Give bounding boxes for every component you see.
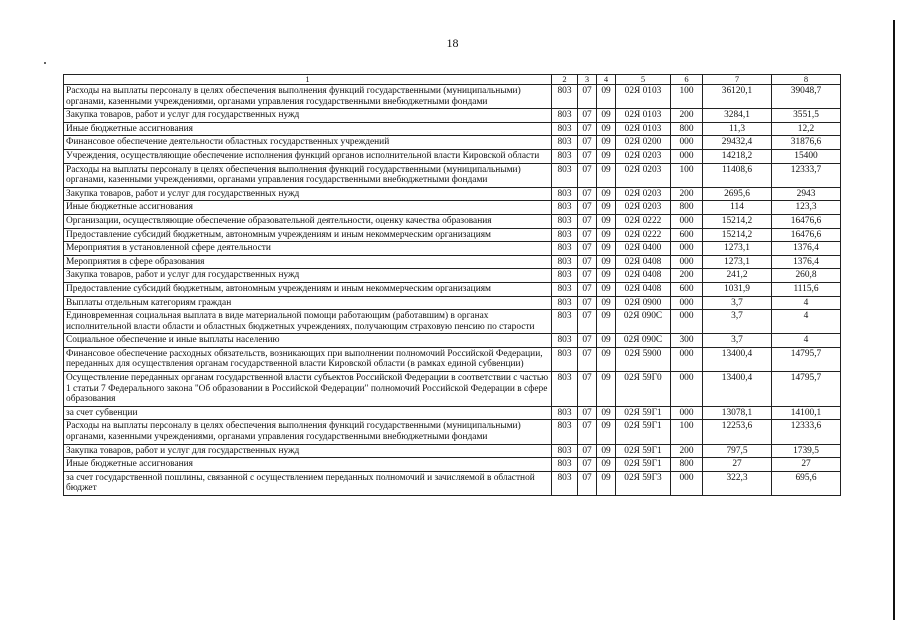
expense-type-cell: 000 [671,347,703,371]
expense-type-cell: 000 [671,406,703,420]
page-edge-rule [893,20,895,620]
table-row [64,334,841,348]
budget-table [63,74,841,496]
section-code-cell: 07 [578,269,597,283]
row-name-cell: Осуществление переданных органам государственной власти субъектов Российской Федерации в соответствии с частью 1 статьи 7 Федерального закона "Об образовании в Российской Федерации" полномочий Российской Федерации в сфере образования [64,372,552,407]
target-article-cell: 02Я 59Г1 [616,444,671,458]
column-header: 1 [64,75,552,85]
admin-code-cell: 803 [552,163,578,187]
expense-type-cell: 100 [671,420,703,444]
expense-type-cell: 200 [671,109,703,123]
row-name-cell: за счет государственной пошлины, связанной с осуществлением переданных полномочий и зачисляемой в областной бюджет [64,471,552,495]
row-name-cell: Закупка товаров, работ и услуг для государственных нужд [64,187,552,201]
subsection-code-cell: 09 [597,228,616,242]
amount-year1-cell: 797,5 [703,444,772,458]
row-name-cell: Предоставление субсидий бюджетным, автономным учреждениям и иным некоммерческим организациям [64,228,552,242]
amount-year2-cell: 16476,6 [772,214,841,228]
expense-type-cell: 100 [671,163,703,187]
admin-code-cell: 803 [552,444,578,458]
subsection-code-cell: 09 [597,406,616,420]
target-article-cell: 02Я 090С [616,334,671,348]
target-article-cell: 02Я 0203 [616,187,671,201]
target-article-cell: 02Я 0400 [616,242,671,256]
amount-year1-cell: 36120,1 [703,85,772,109]
admin-code-cell: 803 [552,85,578,109]
target-article-cell: 02Я 0900 [616,296,671,310]
subsection-code-cell: 09 [597,471,616,495]
section-code-cell: 07 [578,458,597,472]
row-name-cell: Социальное обеспечение и иные выплаты населению [64,334,552,348]
amount-year1-cell: 1273,1 [703,255,772,269]
subsection-code-cell: 09 [597,334,616,348]
admin-code-cell: 803 [552,214,578,228]
admin-code-cell: 803 [552,471,578,495]
target-article-cell: 02Я 0203 [616,149,671,163]
section-code-cell: 07 [578,334,597,348]
expense-type-cell: 000 [671,372,703,407]
target-article-cell: 02Я 0200 [616,136,671,150]
amount-year2-cell: 31876,6 [772,136,841,150]
target-article-cell: 02Я 0408 [616,255,671,269]
amount-year1-cell: 3,7 [703,334,772,348]
expense-type-cell: 800 [671,458,703,472]
expense-type-cell: 600 [671,228,703,242]
row-name-cell: Расходы на выплаты персоналу в целях обеспечения выполнения функций государственными (муниципальными) органами, казенными учреждениями, органами управления государственными внебюджетными фондами [64,85,552,109]
amount-year1-cell: 27 [703,458,772,472]
amount-year2-cell: 12333,6 [772,420,841,444]
admin-code-cell: 803 [552,149,578,163]
target-article-cell: 02Я 0203 [616,201,671,215]
expense-type-cell: 000 [671,214,703,228]
section-code-cell: 07 [578,255,597,269]
row-name-cell: Мероприятия в сфере образования [64,255,552,269]
amount-year2-cell: 27 [772,458,841,472]
subsection-code-cell: 09 [597,444,616,458]
table-row [64,122,841,136]
expense-type-cell: 000 [671,296,703,310]
expense-type-cell: 100 [671,85,703,109]
section-code-cell: 07 [578,163,597,187]
amount-year1-cell: 1031,9 [703,282,772,296]
table-row [64,347,841,371]
admin-code-cell: 803 [552,228,578,242]
amount-year2-cell: 14795,7 [772,372,841,407]
section-code-cell: 07 [578,122,597,136]
admin-code-cell: 803 [552,122,578,136]
row-name-cell: Финансовое обеспечение расходных обязательств, возникающих при выполнении полномочий Российской Федерации, переданных для осуществления органам государственной власти Кировской области (в рамках единой субвенции) [64,347,552,371]
amount-year1-cell: 3284,1 [703,109,772,123]
table-row [64,296,841,310]
target-article-cell: 02Я 59Г1 [616,420,671,444]
section-code-cell: 07 [578,471,597,495]
column-header: 8 [772,75,841,85]
amount-year2-cell: 12,2 [772,122,841,136]
admin-code-cell: 803 [552,282,578,296]
amount-year2-cell: 4 [772,296,841,310]
subsection-code-cell: 09 [597,347,616,371]
subsection-code-cell: 09 [597,310,616,334]
section-code-cell: 07 [578,372,597,407]
subsection-code-cell: 09 [597,282,616,296]
table-row [64,109,841,123]
subsection-code-cell: 09 [597,187,616,201]
column-header: 6 [671,75,703,85]
section-code-cell: 07 [578,228,597,242]
section-code-cell: 07 [578,282,597,296]
section-code-cell: 07 [578,136,597,150]
target-article-cell: 02Я 0103 [616,85,671,109]
table-row [64,228,841,242]
row-name-cell: Закупка товаров, работ и услуг для государственных нужд [64,269,552,283]
column-header: 5 [616,75,671,85]
admin-code-cell: 803 [552,458,578,472]
amount-year1-cell: 13400,4 [703,372,772,407]
row-name-cell: Мероприятия в установленной сфере деятельности [64,242,552,256]
table-row [64,201,841,215]
target-article-cell: 02Я 0203 [616,163,671,187]
amount-year2-cell: 39048,7 [772,85,841,109]
column-number-row [64,75,841,85]
row-name-cell: Организации, осуществляющие обеспечение образовательной деятельности, оценку качества образования [64,214,552,228]
table-row [64,255,841,269]
amount-year2-cell: 15400 [772,149,841,163]
amount-year2-cell: 695,6 [772,471,841,495]
row-name-cell: Иные бюджетные ассигнования [64,201,552,215]
amount-year1-cell: 13400,4 [703,347,772,371]
table-row [64,444,841,458]
table-row [64,310,841,334]
table-row [64,85,841,109]
subsection-code-cell: 09 [597,149,616,163]
target-article-cell: 02Я 0222 [616,214,671,228]
expense-type-cell: 200 [671,269,703,283]
table-row [64,372,841,407]
subsection-code-cell: 09 [597,269,616,283]
amount-year1-cell: 1273,1 [703,242,772,256]
amount-year2-cell: 3551,5 [772,109,841,123]
expense-type-cell: 000 [671,242,703,256]
admin-code-cell: 803 [552,242,578,256]
row-name-cell: Закупка товаров, работ и услуг для государственных нужд [64,444,552,458]
row-name-cell: за счет субвенции [64,406,552,420]
section-code-cell: 07 [578,149,597,163]
admin-code-cell: 803 [552,334,578,348]
table-row [64,282,841,296]
row-name-cell: Закупка товаров, работ и услуг для государственных нужд [64,109,552,123]
amount-year2-cell: 2943 [772,187,841,201]
subsection-code-cell: 09 [597,201,616,215]
section-code-cell: 07 [578,310,597,334]
amount-year1-cell: 11408,6 [703,163,772,187]
expense-type-cell: 300 [671,334,703,348]
section-code-cell: 07 [578,85,597,109]
amount-year2-cell: 14795,7 [772,347,841,371]
table-row [64,269,841,283]
subsection-code-cell: 09 [597,85,616,109]
expense-type-cell: 000 [671,471,703,495]
expense-type-cell: 800 [671,201,703,215]
amount-year1-cell: 12253,6 [703,420,772,444]
section-code-cell: 07 [578,406,597,420]
subsection-code-cell: 09 [597,242,616,256]
target-article-cell: 02Я 0222 [616,228,671,242]
expense-type-cell: 000 [671,136,703,150]
amount-year1-cell: 29432,4 [703,136,772,150]
table-row [64,214,841,228]
amount-year1-cell: 15214,2 [703,228,772,242]
amount-year1-cell: 2695,6 [703,187,772,201]
amount-year2-cell: 14100,1 [772,406,841,420]
row-name-cell: Расходы на выплаты персоналу в целях обеспечения выполнения функций государственными (муниципальными) органами, казенными учреждениями, органами управления государственными внебюджетными фондами [64,163,552,187]
amount-year1-cell: 15214,2 [703,214,772,228]
scan-speck [44,62,46,64]
amount-year2-cell: 4 [772,310,841,334]
subsection-code-cell: 09 [597,372,616,407]
target-article-cell: 02Я 5900 [616,347,671,371]
amount-year2-cell: 12333,7 [772,163,841,187]
expense-type-cell: 800 [671,122,703,136]
amount-year1-cell: 241,2 [703,269,772,283]
admin-code-cell: 803 [552,406,578,420]
subsection-code-cell: 09 [597,109,616,123]
column-header: 7 [703,75,772,85]
amount-year1-cell: 3,7 [703,296,772,310]
target-article-cell: 02Я 090С [616,310,671,334]
expense-type-cell: 000 [671,149,703,163]
table-row [64,163,841,187]
row-name-cell: Предоставление субсидий бюджетным, автономным учреждениям и иным некоммерческим организациям [64,282,552,296]
admin-code-cell: 803 [552,310,578,334]
expense-type-cell: 200 [671,444,703,458]
admin-code-cell: 803 [552,201,578,215]
section-code-cell: 07 [578,420,597,444]
table-row [64,149,841,163]
amount-year1-cell: 3,7 [703,310,772,334]
row-name-cell: Иные бюджетные ассигнования [64,122,552,136]
section-code-cell: 07 [578,444,597,458]
expense-type-cell: 200 [671,187,703,201]
row-name-cell: Иные бюджетные ассигнования [64,458,552,472]
amount-year1-cell: 13078,1 [703,406,772,420]
section-code-cell: 07 [578,187,597,201]
admin-code-cell: 803 [552,269,578,283]
amount-year1-cell: 11,3 [703,122,772,136]
row-name-cell: Финансовое обеспечение деятельности областных государственных учреждений [64,136,552,150]
row-name-cell: Учреждения, осуществляющие обеспечение исполнения функций органов исполнительной власти Кировской области [64,149,552,163]
expense-type-cell: 600 [671,282,703,296]
admin-code-cell: 803 [552,296,578,310]
subsection-code-cell: 09 [597,296,616,310]
target-article-cell: 02Я 59Г1 [616,406,671,420]
section-code-cell: 07 [578,296,597,310]
target-article-cell: 02Я 59Г0 [616,372,671,407]
table-row [64,187,841,201]
amount-year1-cell: 14218,2 [703,149,772,163]
target-article-cell: 02Я 59Г1 [616,458,671,472]
column-header: 4 [597,75,616,85]
section-code-cell: 07 [578,109,597,123]
subsection-code-cell: 09 [597,255,616,269]
section-code-cell: 07 [578,214,597,228]
subsection-code-cell: 09 [597,420,616,444]
admin-code-cell: 803 [552,255,578,269]
admin-code-cell: 803 [552,187,578,201]
target-article-cell: 02Я 0408 [616,269,671,283]
subsection-code-cell: 09 [597,163,616,187]
amount-year2-cell: 4 [772,334,841,348]
section-code-cell: 07 [578,242,597,256]
amount-year2-cell: 1115,6 [772,282,841,296]
admin-code-cell: 803 [552,372,578,407]
target-article-cell: 02Я 0103 [616,109,671,123]
page-number: 18 [446,36,459,50]
row-name-cell: Выплаты отдельным категориям граждан [64,296,552,310]
subsection-code-cell: 09 [597,214,616,228]
admin-code-cell: 803 [552,136,578,150]
table-row [64,242,841,256]
amount-year2-cell: 1739,5 [772,444,841,458]
amount-year1-cell: 114 [703,201,772,215]
amount-year2-cell: 1376,4 [772,242,841,256]
amount-year2-cell: 123,3 [772,201,841,215]
admin-code-cell: 803 [552,109,578,123]
row-name-cell: Единовременная социальная выплата в виде материальной помощи работающим (работавшим) в органах исполнительной власти области и областных бюджетных учреждениях, получающим страховую пенсию по старости [64,310,552,334]
target-article-cell: 02Я 59Г3 [616,471,671,495]
amount-year2-cell: 16476,6 [772,228,841,242]
table-row [64,458,841,472]
row-name-cell: Расходы на выплаты персоналу в целях обеспечения выполнения функций государственными (муниципальными) органами, казенными учреждениями, органами управления государственными внебюджетными фондами [64,420,552,444]
subsection-code-cell: 09 [597,458,616,472]
expense-type-cell: 000 [671,310,703,334]
table-row [64,136,841,150]
admin-code-cell: 803 [552,347,578,371]
target-article-cell: 02Я 0408 [616,282,671,296]
target-article-cell: 02Я 0103 [616,122,671,136]
column-header: 2 [552,75,578,85]
subsection-code-cell: 09 [597,122,616,136]
column-header: 3 [578,75,597,85]
section-code-cell: 07 [578,347,597,371]
amount-year2-cell: 1376,4 [772,255,841,269]
table-row [64,406,841,420]
amount-year1-cell: 322,3 [703,471,772,495]
amount-year2-cell: 260,8 [772,269,841,283]
expense-type-cell: 000 [671,255,703,269]
subsection-code-cell: 09 [597,136,616,150]
table-row [64,420,841,444]
section-code-cell: 07 [578,201,597,215]
admin-code-cell: 803 [552,420,578,444]
table-row [64,471,841,495]
